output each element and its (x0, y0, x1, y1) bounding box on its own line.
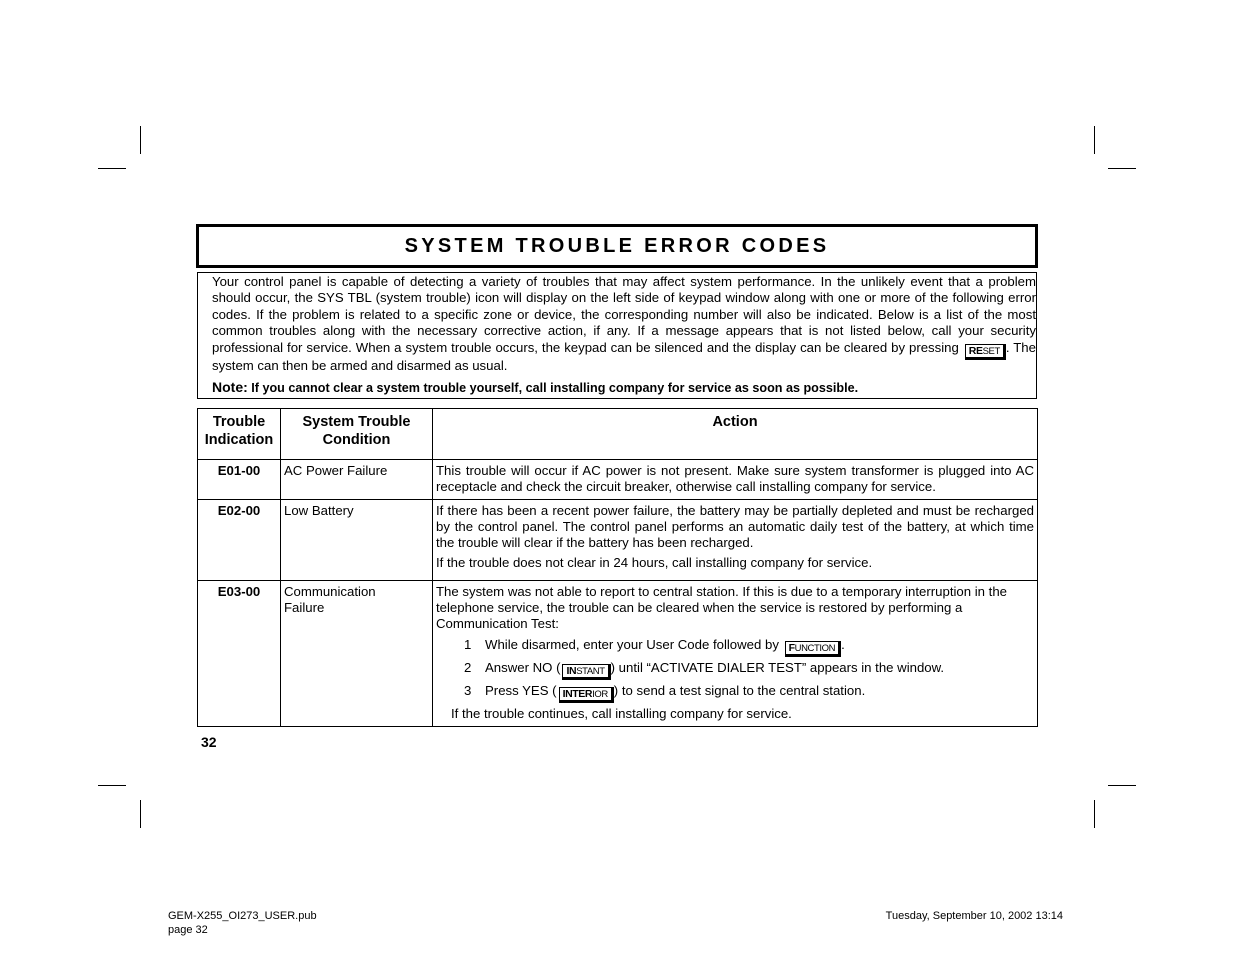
page-number: 32 (201, 734, 217, 750)
crop-mark (1094, 126, 1095, 154)
footer-date: Tuesday, September 10, 2002 13:14 (885, 910, 1063, 922)
crop-mark (140, 800, 141, 828)
trouble-action (433, 580, 1038, 726)
table-header-row (198, 409, 1038, 460)
action-text: If the trouble does not clear in 24 hours, call installing company for service. (436, 555, 873, 571)
instant-key-icon: INSTANT (562, 664, 608, 678)
trouble-condition: AC Power Failure (281, 460, 433, 500)
header-action: Action (433, 409, 1038, 460)
note-text: If you cannot clear a system trouble yourself, call installing company for service as soon as possible. (251, 381, 859, 396)
table-row (198, 460, 1038, 500)
header-trouble-indication: Trouble Indication (198, 409, 281, 460)
trouble-condition: Low Battery (281, 499, 433, 580)
crop-mark (1108, 785, 1136, 786)
list-item: 1 While disarmed, enter your User Code followed by FUNCTION . (464, 636, 845, 654)
intro-text-after: . The system can then be armed and disarmed as usual. (212, 339, 1036, 373)
action-text: If the trouble continues, call installing company for service. (451, 705, 792, 721)
table-row (198, 580, 1038, 726)
footer-page: page 32 (168, 923, 208, 936)
note (212, 379, 1036, 396)
note-label: Note: (212, 379, 248, 396)
header-system-trouble-condition: System Trouble Condition (281, 409, 433, 460)
communication-test-steps (436, 637, 1034, 701)
table-row (198, 499, 1038, 580)
intro-paragraph (212, 274, 1036, 374)
reset-key-icon: RESET (965, 344, 1004, 358)
action-text: The system was not able to report to central station. If this is due to a temporary interruption in the telephone service, the trouble can be cleared when the service is restored by performing a Communication Test: (436, 583, 1008, 632)
error-codes-table (197, 408, 1038, 727)
footer-file-info (168, 910, 317, 937)
trouble-code: E02-00 (198, 499, 281, 580)
crop-mark (140, 126, 141, 154)
crop-mark (98, 168, 126, 169)
footer-filename: GEM-X255_OI273_USER.pub (168, 910, 317, 922)
trouble-action: This trouble will occur if AC power is not present. Make sure system transformer is plugged into AC receptacle and check the circuit breaker, otherwise call installing company for service. (433, 460, 1038, 500)
page-title: SYSTEM TROUBLE ERROR CODES (196, 224, 1038, 268)
intro-text: Your control panel is capable of detecting a variety of troubles that may affect system performance. In the unlikely event that a problem should occur, the SYS TBL (system trouble) icon will display on the left side of keypad window along with one or more of the following error codes. If the problem is related to a specific zone or device, the corresponding number will also be indicated. Below is a list of the most common troubles along with the necessary corrective action, if any. If a message appears that is not listed below, call your security professional for service. When a system trouble occurs, the keypad can be silenced and the display can be cleared by pressing (212, 274, 1036, 355)
crop-mark (98, 785, 126, 786)
trouble-action (433, 499, 1038, 580)
action-text: If there has been a recent power failure, the battery may be partially depleted and must be recharged by the control panel. The control panel performs an automatic daily test of the battery, at which time the trouble will clear if the battery has been recharged. (436, 502, 1034, 551)
crop-mark (1108, 168, 1136, 169)
trouble-condition: Communication Failure (281, 580, 433, 726)
list-item: 2 Answer NO ( INSTANT ) until “ACTIVATE DIALER TEST” appears in the window. (464, 659, 945, 677)
crop-mark (1094, 800, 1095, 828)
intro-section (197, 272, 1037, 399)
function-key-icon: FUNCTION (785, 641, 840, 655)
trouble-code: E03-00 (198, 580, 281, 726)
interior-key-icon: INTERIOR (559, 687, 612, 701)
trouble-code: E01-00 (198, 460, 281, 500)
list-item: 3 Press YES ( INTERIOR ) to send a test signal to the central station. (464, 682, 866, 700)
